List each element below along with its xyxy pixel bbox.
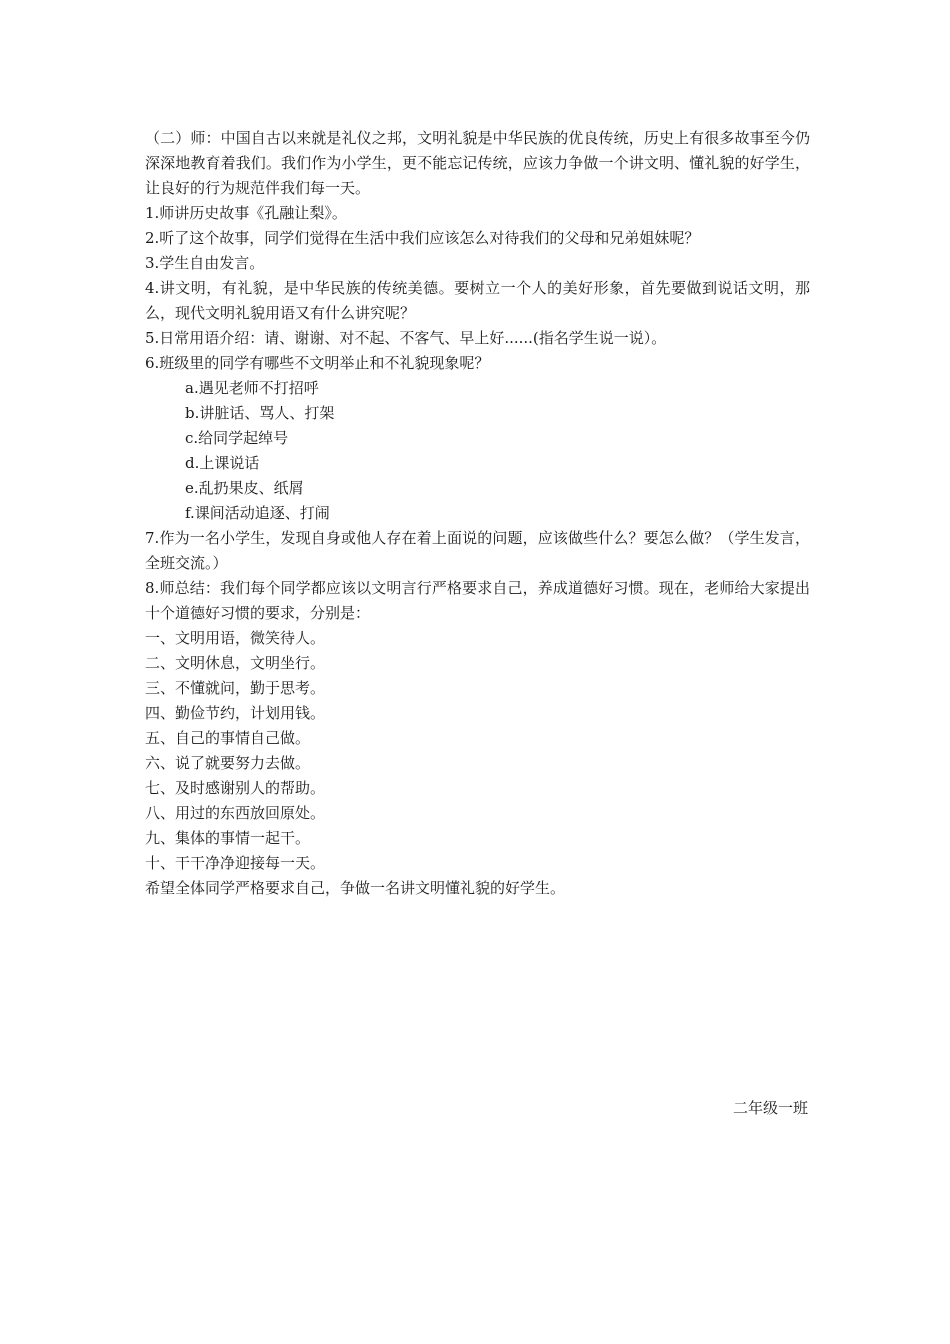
habit-item: 三、不懂就问，勤于思考。 <box>145 679 326 697</box>
step-item: 6.班级里的同学有哪些不文明举止和不礼貌现象呢？ <box>145 354 490 372</box>
step-item: 2.听了这个故事，同学们觉得在生活中我们应该怎么对待我们的父母和兄弟姐妹呢？ <box>145 229 700 247</box>
habit-item: 六、说了就要努力去做。 <box>145 754 311 772</box>
habit-item: 一、文明用语，微笑待人。 <box>145 629 326 647</box>
closing-line: 希望全体同学严格要求自己，争做一名讲文明懂礼貌的好学生。 <box>145 879 566 897</box>
step-item: 1.师讲历史故事《孔融让梨》。 <box>145 204 347 222</box>
habit-item: 八、用过的东西放回原处。 <box>145 804 326 822</box>
habit-item: 二、文明休息，文明坐行。 <box>145 654 326 672</box>
behavior-item: b.讲脏话、骂人、打架 <box>185 404 335 422</box>
intro-paragraph: （二）师：中国自古以来就是礼仪之邦，文明礼貌是中华民族的优良传统，历史上有很多故事至今仍深深地教育着我们。我们作为小学生，更不能忘记传统，应该力争做一个讲文明、懂礼貌的好学生，让良好的行为规范伴我们每一天。 <box>145 129 810 197</box>
document-body <box>145 126 810 901</box>
habit-item: 七、及时感谢别人的帮助。 <box>145 779 326 797</box>
habit-item: 四、勤俭节约，计划用钱。 <box>145 704 326 722</box>
step-item: 8.师总结：我们每个同学都应该以文明言行严格要求自己，养成道德好习惯。现在，老师给大家提出十个道德好习惯的要求，分别是： <box>145 579 810 622</box>
behavior-item: d.上课说话 <box>185 454 260 472</box>
class-signature: 二年级一班 <box>732 1099 808 1117</box>
step-item: 3.学生自由发言。 <box>145 254 265 272</box>
step-item: 7.作为一名小学生，发现自身或他人存在着上面说的问题，应该做些什么？要怎么做？（学生发言，全班交流。） <box>145 529 810 572</box>
behavior-item: a.遇见老师不打招呼 <box>185 379 319 397</box>
behavior-item: c.给同学起绰号 <box>185 429 289 447</box>
habit-item: 九、集体的事情一起干。 <box>145 829 311 847</box>
step-item: 4.讲文明，有礼貌，是中华民族的传统美德。要树立一个人的美好形象，首先要做到说话文明，那么，现代文明礼貌用语又有什么讲究呢？ <box>145 279 810 322</box>
step-item: 5.日常用语介绍：请、谢谢、对不起、不客气、早上好......(指名学生说一说）。 <box>145 329 667 347</box>
behavior-item: e.乱扔果皮、纸屑 <box>185 479 304 497</box>
habit-item: 十、干干净净迎接每一天。 <box>145 854 326 872</box>
behavior-item: f.课间活动追逐、打闹 <box>185 504 330 522</box>
habit-item: 五、自己的事情自己做。 <box>145 729 311 747</box>
